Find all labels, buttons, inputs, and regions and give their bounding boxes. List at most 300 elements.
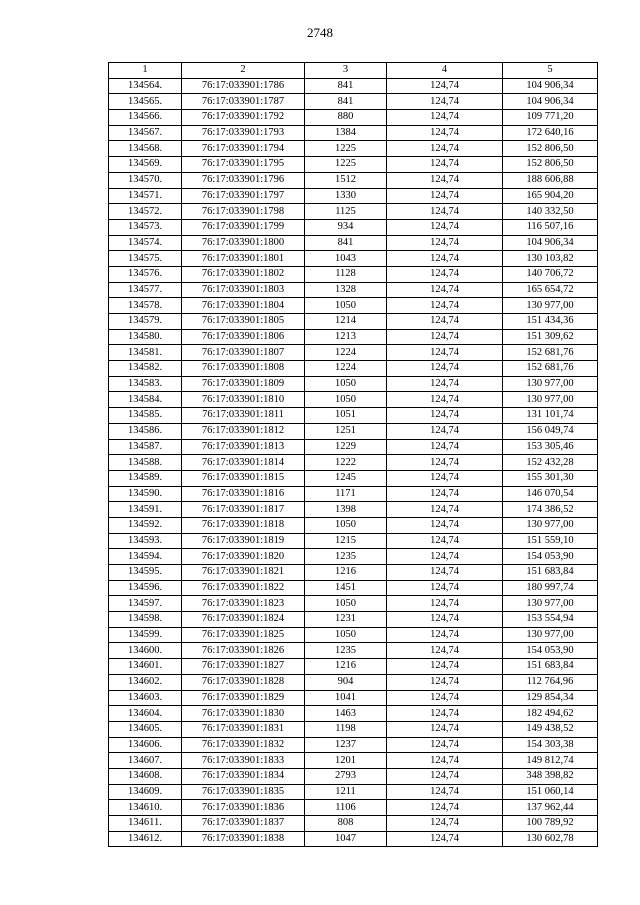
table-cell: 149 438,52 [503, 721, 598, 737]
table-cell: 76:17:033901:1822 [182, 580, 305, 596]
table-cell: 76:17:033901:1824 [182, 612, 305, 628]
table-cell: 124,74 [387, 125, 503, 141]
table-cell: 124,74 [387, 674, 503, 690]
table-cell: 76:17:033901:1794 [182, 141, 305, 157]
table-cell: 134587. [109, 439, 182, 455]
table-cell: 124,74 [387, 737, 503, 753]
table-cell: 124,74 [387, 502, 503, 518]
table-cell: 134592. [109, 517, 182, 533]
table-row [109, 392, 598, 408]
table-row [109, 612, 598, 628]
table-cell: 124,74 [387, 816, 503, 832]
table-cell: 165 904,20 [503, 188, 598, 204]
table-cell: 152 432,28 [503, 455, 598, 471]
table-row [109, 408, 598, 424]
table-cell: 134578. [109, 298, 182, 314]
table-cell: 124,74 [387, 314, 503, 330]
column-header: 3 [305, 63, 387, 79]
table-cell: 76:17:033901:1827 [182, 659, 305, 675]
table-cell: 134582. [109, 361, 182, 377]
table-cell: 124,74 [387, 282, 503, 298]
table-cell: 124,74 [387, 376, 503, 392]
table-cell: 165 654,72 [503, 282, 598, 298]
table-cell: 76:17:033901:1818 [182, 517, 305, 533]
table-cell: 124,74 [387, 157, 503, 173]
table-cell: 76:17:033901:1831 [182, 721, 305, 737]
table-cell: 1225 [305, 141, 387, 157]
table-cell: 1047 [305, 831, 387, 847]
table-cell: 1224 [305, 345, 387, 361]
table-cell: 76:17:033901:1825 [182, 627, 305, 643]
table-cell: 76:17:033901:1801 [182, 251, 305, 267]
table-cell: 134571. [109, 188, 182, 204]
header-row [109, 63, 598, 79]
table-cell: 134586. [109, 423, 182, 439]
table-cell: 151 434,36 [503, 314, 598, 330]
table-cell: 1198 [305, 721, 387, 737]
table-cell: 151 683,84 [503, 659, 598, 675]
table-cell: 134566. [109, 110, 182, 126]
table-row [109, 219, 598, 235]
table-cell: 116 507,16 [503, 219, 598, 235]
table-cell: 124,74 [387, 251, 503, 267]
table-cell: 76:17:033901:1809 [182, 376, 305, 392]
table-cell: 1237 [305, 737, 387, 753]
table-cell: 124,74 [387, 721, 503, 737]
table-cell: 124,74 [387, 423, 503, 439]
table-cell: 140 332,50 [503, 204, 598, 220]
table-cell: 76:17:033901:1805 [182, 314, 305, 330]
table-cell: 134600. [109, 643, 182, 659]
table-cell: 124,74 [387, 439, 503, 455]
table-row [109, 423, 598, 439]
table-cell: 124,74 [387, 110, 503, 126]
table-cell: 124,74 [387, 188, 503, 204]
table-cell: 154 303,38 [503, 737, 598, 753]
table-cell: 172 640,16 [503, 125, 598, 141]
table-cell: 134579. [109, 314, 182, 330]
table-row [109, 753, 598, 769]
table-row [109, 816, 598, 832]
table-row [109, 533, 598, 549]
table-row [109, 157, 598, 173]
table-cell: 130 103,82 [503, 251, 598, 267]
column-header: 2 [182, 63, 305, 79]
table-cell: 1225 [305, 157, 387, 173]
table-cell: 1222 [305, 455, 387, 471]
table-cell: 134581. [109, 345, 182, 361]
table-row [109, 298, 598, 314]
table-cell: 124,74 [387, 533, 503, 549]
table-cell: 134573. [109, 219, 182, 235]
table-cell: 134570. [109, 172, 182, 188]
table-cell: 130 977,00 [503, 298, 598, 314]
table-cell: 76:17:033901:1813 [182, 439, 305, 455]
table-row [109, 565, 598, 581]
table-cell: 100 789,92 [503, 816, 598, 832]
table-cell: 1251 [305, 423, 387, 439]
table-cell: 76:17:033901:1826 [182, 643, 305, 659]
table-cell: 2793 [305, 768, 387, 784]
table-cell: 134609. [109, 784, 182, 800]
table-cell: 76:17:033901:1828 [182, 674, 305, 690]
table-cell: 134594. [109, 549, 182, 565]
table-row [109, 345, 598, 361]
table-cell: 134596. [109, 580, 182, 596]
table-cell: 841 [305, 94, 387, 110]
table-cell: 76:17:033901:1835 [182, 784, 305, 800]
table-cell: 134584. [109, 392, 182, 408]
table-cell: 151 060,14 [503, 784, 598, 800]
table-cell: 1171 [305, 486, 387, 502]
table-row [109, 517, 598, 533]
table-cell: 76:17:033901:1833 [182, 753, 305, 769]
table-cell: 134591. [109, 502, 182, 518]
table-cell: 76:17:033901:1821 [182, 565, 305, 581]
table-cell: 134568. [109, 141, 182, 157]
table-row [109, 282, 598, 298]
table-row [109, 314, 598, 330]
table-cell: 130 602,78 [503, 831, 598, 847]
table-row [109, 266, 598, 282]
table-cell: 124,74 [387, 470, 503, 486]
table-cell: 124,74 [387, 94, 503, 110]
table-cell: 1245 [305, 470, 387, 486]
table-cell: 1463 [305, 706, 387, 722]
table-cell: 1214 [305, 314, 387, 330]
table-cell: 76:17:033901:1815 [182, 470, 305, 486]
table-cell: 104 906,34 [503, 235, 598, 251]
table-cell: 76:17:033901:1820 [182, 549, 305, 565]
table-cell: 134608. [109, 768, 182, 784]
table-cell: 1215 [305, 533, 387, 549]
table-row [109, 784, 598, 800]
table-cell: 124,74 [387, 392, 503, 408]
table-cell: 152 806,50 [503, 157, 598, 173]
table-cell: 134606. [109, 737, 182, 753]
table-cell: 1043 [305, 251, 387, 267]
table-cell: 124,74 [387, 455, 503, 471]
table-cell: 130 977,00 [503, 596, 598, 612]
table-cell: 153 305,46 [503, 439, 598, 455]
table-row [109, 800, 598, 816]
column-header: 4 [387, 63, 503, 79]
table-cell: 124,74 [387, 219, 503, 235]
table-cell: 348 398,82 [503, 768, 598, 784]
table-cell: 124,74 [387, 831, 503, 847]
table-cell: 134598. [109, 612, 182, 628]
table-cell: 134574. [109, 235, 182, 251]
table-cell: 154 053,90 [503, 549, 598, 565]
table-row [109, 110, 598, 126]
table-cell: 124,74 [387, 78, 503, 94]
table-cell: 137 962,44 [503, 800, 598, 816]
table-cell: 124,74 [387, 690, 503, 706]
table-cell: 76:17:033901:1829 [182, 690, 305, 706]
table-row [109, 376, 598, 392]
table-cell: 808 [305, 816, 387, 832]
table-cell: 124,74 [387, 172, 503, 188]
table-cell: 124,74 [387, 627, 503, 643]
table-cell: 76:17:033901:1803 [182, 282, 305, 298]
table-cell: 134567. [109, 125, 182, 141]
table-cell: 1050 [305, 596, 387, 612]
table-row [109, 706, 598, 722]
table-cell: 76:17:033901:1816 [182, 486, 305, 502]
table-cell: 124,74 [387, 235, 503, 251]
table-cell: 124,74 [387, 580, 503, 596]
table-row [109, 659, 598, 675]
table-cell: 76:17:033901:1838 [182, 831, 305, 847]
table-cell: 76:17:033901:1792 [182, 110, 305, 126]
table-cell: 76:17:033901:1795 [182, 157, 305, 173]
table-cell: 76:17:033901:1798 [182, 204, 305, 220]
table-cell: 149 812,74 [503, 753, 598, 769]
table-cell: 134565. [109, 94, 182, 110]
table-cell: 124,74 [387, 345, 503, 361]
table-cell: 180 997,74 [503, 580, 598, 596]
table-cell: 151 559,10 [503, 533, 598, 549]
table-cell: 76:17:033901:1797 [182, 188, 305, 204]
table-cell: 124,74 [387, 800, 503, 816]
table-row [109, 690, 598, 706]
table-cell: 109 771,20 [503, 110, 598, 126]
table-row [109, 439, 598, 455]
table-row [109, 627, 598, 643]
table-cell: 841 [305, 235, 387, 251]
table-cell: 134583. [109, 376, 182, 392]
table-cell: 1224 [305, 361, 387, 377]
table-row [109, 125, 598, 141]
table-cell: 76:17:033901:1819 [182, 533, 305, 549]
table-cell: 134607. [109, 753, 182, 769]
table-cell: 134572. [109, 204, 182, 220]
table-cell: 1050 [305, 627, 387, 643]
table-row [109, 235, 598, 251]
table-cell: 76:17:033901:1800 [182, 235, 305, 251]
table-row [109, 78, 598, 94]
table-cell: 134597. [109, 596, 182, 612]
table-cell: 188 606,88 [503, 172, 598, 188]
table-cell: 880 [305, 110, 387, 126]
table-cell: 1216 [305, 565, 387, 581]
table-row [109, 329, 598, 345]
table-cell: 76:17:033901:1787 [182, 94, 305, 110]
table-cell: 1051 [305, 408, 387, 424]
table-cell: 1512 [305, 172, 387, 188]
table-cell: 1384 [305, 125, 387, 141]
table-body [109, 78, 598, 847]
table-cell: 130 977,00 [503, 517, 598, 533]
table-cell: 76:17:033901:1823 [182, 596, 305, 612]
table-cell: 124,74 [387, 298, 503, 314]
table-cell: 124,74 [387, 643, 503, 659]
table-cell: 134612. [109, 831, 182, 847]
table-cell: 1106 [305, 800, 387, 816]
table-cell: 152 681,76 [503, 345, 598, 361]
table-cell: 124,74 [387, 549, 503, 565]
table-cell: 76:17:033901:1808 [182, 361, 305, 377]
table-row [109, 549, 598, 565]
table-cell: 153 554,94 [503, 612, 598, 628]
table-cell: 124,74 [387, 408, 503, 424]
table-cell: 76:17:033901:1836 [182, 800, 305, 816]
table-cell: 76:17:033901:1793 [182, 125, 305, 141]
table-cell: 124,74 [387, 706, 503, 722]
table-cell: 76:17:033901:1817 [182, 502, 305, 518]
table-row [109, 94, 598, 110]
table-cell: 1229 [305, 439, 387, 455]
table-cell: 134604. [109, 706, 182, 722]
table-cell: 124,74 [387, 659, 503, 675]
table-cell: 124,74 [387, 753, 503, 769]
table-cell: 124,74 [387, 141, 503, 157]
table-cell: 1213 [305, 329, 387, 345]
table-cell: 76:17:033901:1810 [182, 392, 305, 408]
table-cell: 1050 [305, 517, 387, 533]
table-cell: 112 764,96 [503, 674, 598, 690]
table-cell: 134585. [109, 408, 182, 424]
table-cell: 134588. [109, 455, 182, 471]
table-cell: 134601. [109, 659, 182, 675]
table-row [109, 721, 598, 737]
table-cell: 1128 [305, 266, 387, 282]
table-row [109, 172, 598, 188]
table-cell: 146 070,54 [503, 486, 598, 502]
table-cell: 1216 [305, 659, 387, 675]
table-cell: 151 309,62 [503, 329, 598, 345]
table-cell: 131 101,74 [503, 408, 598, 424]
table-cell: 76:17:033901:1807 [182, 345, 305, 361]
table-cell: 130 977,00 [503, 376, 598, 392]
table-cell: 134599. [109, 627, 182, 643]
table-cell: 1235 [305, 643, 387, 659]
table-cell: 76:17:033901:1804 [182, 298, 305, 314]
table-cell: 134575. [109, 251, 182, 267]
table-cell: 1330 [305, 188, 387, 204]
table-cell: 129 854,34 [503, 690, 598, 706]
table-cell: 76:17:033901:1811 [182, 408, 305, 424]
table-cell: 104 906,34 [503, 94, 598, 110]
table-cell: 1050 [305, 392, 387, 408]
table-cell: 1050 [305, 298, 387, 314]
table-cell: 124,74 [387, 361, 503, 377]
table-cell: 1398 [305, 502, 387, 518]
table-cell: 76:17:033901:1806 [182, 329, 305, 345]
table-cell: 76:17:033901:1799 [182, 219, 305, 235]
table-row [109, 674, 598, 690]
table-cell: 134602. [109, 674, 182, 690]
table-cell: 134589. [109, 470, 182, 486]
table-cell: 841 [305, 78, 387, 94]
table-row [109, 502, 598, 518]
table-cell: 1235 [305, 549, 387, 565]
table-cell: 134576. [109, 266, 182, 282]
table-cell: 134564. [109, 78, 182, 94]
table-cell: 124,74 [387, 784, 503, 800]
table-cell: 1050 [305, 376, 387, 392]
table-cell: 1451 [305, 580, 387, 596]
table-row [109, 486, 598, 502]
table-header [109, 63, 598, 79]
table-cell: 134603. [109, 690, 182, 706]
table-cell: 134605. [109, 721, 182, 737]
table-cell: 1328 [305, 282, 387, 298]
table-cell: 124,74 [387, 612, 503, 628]
table-cell: 76:17:033901:1837 [182, 816, 305, 832]
table-cell: 104 906,34 [503, 78, 598, 94]
table-cell: 140 706,72 [503, 266, 598, 282]
data-table [108, 62, 598, 847]
table-cell: 151 683,84 [503, 565, 598, 581]
table-cell: 124,74 [387, 517, 503, 533]
table-cell: 134595. [109, 565, 182, 581]
column-header: 1 [109, 63, 182, 79]
table-cell: 1211 [305, 784, 387, 800]
table-cell: 134611. [109, 816, 182, 832]
table-row [109, 188, 598, 204]
table-row [109, 643, 598, 659]
table-row [109, 204, 598, 220]
table-cell: 76:17:033901:1814 [182, 455, 305, 471]
table-cell: 1201 [305, 753, 387, 769]
table-cell: 124,74 [387, 565, 503, 581]
table-cell: 934 [305, 219, 387, 235]
table-row [109, 470, 598, 486]
table-row [109, 251, 598, 267]
table-row [109, 737, 598, 753]
table-cell: 1125 [305, 204, 387, 220]
column-header: 5 [503, 63, 598, 79]
table-row [109, 455, 598, 471]
table-row [109, 596, 598, 612]
table-cell: 76:17:033901:1834 [182, 768, 305, 784]
table-row [109, 831, 598, 847]
table-cell: 134580. [109, 329, 182, 345]
table-cell: 154 053,90 [503, 643, 598, 659]
table-cell: 124,74 [387, 486, 503, 502]
table-cell: 76:17:033901:1830 [182, 706, 305, 722]
table-cell: 124,74 [387, 768, 503, 784]
table-row [109, 768, 598, 784]
table-cell: 124,74 [387, 329, 503, 345]
table-cell: 134569. [109, 157, 182, 173]
table-cell: 76:17:033901:1786 [182, 78, 305, 94]
table-cell: 134590. [109, 486, 182, 502]
table-row [109, 141, 598, 157]
table-cell: 904 [305, 674, 387, 690]
table-cell: 124,74 [387, 204, 503, 220]
table-cell: 174 386,52 [503, 502, 598, 518]
table-cell: 1041 [305, 690, 387, 706]
page-number: 2748 [307, 25, 333, 40]
table-cell: 156 049,74 [503, 423, 598, 439]
table-cell: 76:17:033901:1832 [182, 737, 305, 753]
table-cell: 76:17:033901:1802 [182, 266, 305, 282]
table-cell: 152 806,50 [503, 141, 598, 157]
table-cell: 155 301,30 [503, 470, 598, 486]
table-cell: 1231 [305, 612, 387, 628]
table-cell: 134610. [109, 800, 182, 816]
table-cell: 76:17:033901:1796 [182, 172, 305, 188]
table-cell: 134593. [109, 533, 182, 549]
table-row [109, 580, 598, 596]
table-cell: 182 494,62 [503, 706, 598, 722]
table-cell: 124,74 [387, 596, 503, 612]
table-cell: 130 977,00 [503, 627, 598, 643]
table-cell: 130 977,00 [503, 392, 598, 408]
table-cell: 152 681,76 [503, 361, 598, 377]
